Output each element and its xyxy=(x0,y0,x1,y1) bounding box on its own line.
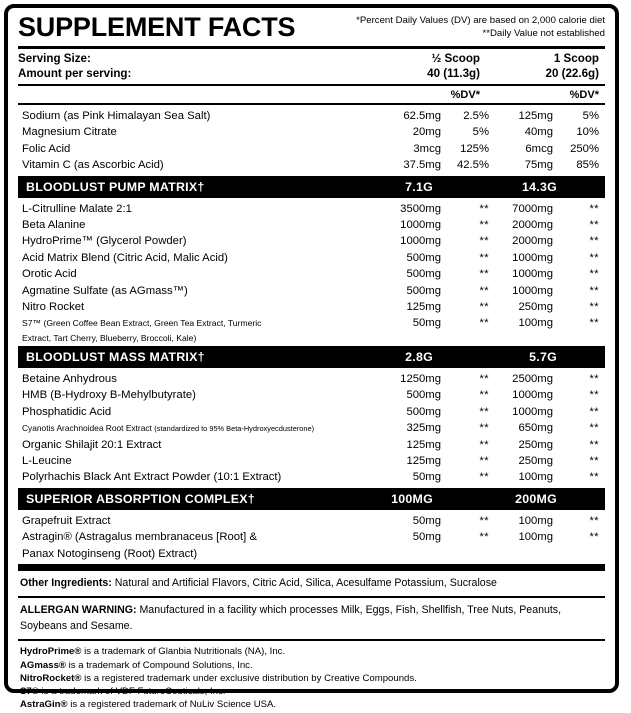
amount-one-scoop: 250mg xyxy=(518,438,553,451)
ingredient-name: Vitamin C (as Ascorbic Acid) xyxy=(22,159,164,172)
section-bar-absorption-complex xyxy=(18,488,605,510)
daily-value-notes xyxy=(356,14,605,43)
amount-half-scoop: 500mg xyxy=(406,251,441,264)
absorption-complex-title: SUPERIOR ABSORPTION COMPLEX† xyxy=(26,491,255,506)
amount-half-scoop: 500mg xyxy=(406,284,441,297)
table-row xyxy=(18,157,605,173)
dv-header-row xyxy=(18,86,605,103)
table-row xyxy=(18,315,605,331)
ingredient-name-continuation: Panax Notoginseng (Root) Extract) xyxy=(22,547,198,560)
absorption-amount-half: 100MG xyxy=(391,491,433,506)
dv-half-scoop: ** xyxy=(479,422,489,435)
amount-one-scoop: 100mg xyxy=(518,317,553,330)
ingredient-name: Astragin® (Astragalus membranaceus [Root] & xyxy=(22,531,257,544)
ingredient-name: Polyrhachis Black Ant Extract Powder (10:1 Extract) xyxy=(22,471,282,484)
amount-half-scoop: 3500mg xyxy=(400,202,441,215)
dv-half-scoop: ** xyxy=(479,531,489,544)
dv-half-scoop: ** xyxy=(479,405,489,418)
dv-half-scoop: ** xyxy=(479,454,489,467)
dv-half-scoop: 42.5% xyxy=(456,159,489,172)
trademark-text: is a trademark of VDF FutureCeuticals, Inc. xyxy=(38,686,226,698)
dv-half-scoop: ** xyxy=(479,317,489,330)
ingredient-name: Agmatine Sulfate (as AGmass™) xyxy=(22,284,188,297)
one-scoop-label: 1 Scoop xyxy=(553,52,599,65)
table-row xyxy=(18,233,605,249)
table-row xyxy=(18,266,605,282)
table-row xyxy=(18,141,605,157)
pump-matrix-amount-half: 7.1G xyxy=(405,179,433,194)
dv-header-col2: %DV* xyxy=(569,89,599,101)
amount-one-scoop: 1000mg xyxy=(512,405,553,418)
dv-one-scoop: ** xyxy=(589,405,599,418)
trademark-mark: HydroPrime® xyxy=(20,646,82,658)
dv-one-scoop: ** xyxy=(589,514,599,527)
ingredient-name: Folic Acid xyxy=(22,142,71,155)
divider-bar-bottom xyxy=(18,564,605,571)
amount-half-scoop: 1000mg xyxy=(400,219,441,232)
ingredient-name: HydroPrime™ (Glycerol Powder) xyxy=(22,235,187,248)
ingredient-name: Nitro Rocket xyxy=(22,301,85,314)
trademark-text: is a trademark of Glanbia Nutritionals (NA), Inc. xyxy=(81,646,286,658)
mass-matrix-title: BLOODLUST MASS MATRIX† xyxy=(26,349,205,364)
dv-half-scoop: ** xyxy=(479,251,489,264)
table-row xyxy=(18,437,605,453)
table-row xyxy=(18,469,605,485)
ingredient-name-continuation: Extract, Tart Cherry, Blueberry, Broccoli, Kale) xyxy=(22,332,197,343)
amount-one-scoop: 100mg xyxy=(518,531,553,544)
dv-one-scoop: 10% xyxy=(576,126,599,139)
ingredient-name: Betaine Anhydrous xyxy=(22,372,117,385)
dv-half-scoop: 2.5% xyxy=(463,110,489,122)
dv-one-scoop: 5% xyxy=(582,110,599,122)
cyanotis-name: Cyanotis Arachnoidea Root Extract xyxy=(22,423,152,434)
dv-note-percent: *Percent Daily Values (DV) are based on 2,000 calorie diet xyxy=(356,15,605,26)
amount-one-scoop: 1000mg xyxy=(512,389,553,402)
section-bar-mass-matrix xyxy=(18,346,605,368)
amount-half-scoop: 62.5mg xyxy=(403,110,441,122)
dv-one-scoop: ** xyxy=(589,284,599,297)
table-row xyxy=(18,404,605,420)
amount-per-serving-label: Amount per serving: xyxy=(18,66,132,80)
amount-half-scoop: 3mcg xyxy=(413,142,441,155)
absorption-amount-full: 200MG xyxy=(515,491,557,506)
amount-one-scoop: 2000mg xyxy=(512,219,553,232)
trademark-text: is a registered trademark under exclusive distribution by Creative Compounds. xyxy=(81,672,417,684)
table-row xyxy=(18,371,605,387)
panel-header xyxy=(18,14,605,43)
trademark-text: is a trademark of Compound Solutions, Inc. xyxy=(66,659,253,671)
dv-one-scoop: ** xyxy=(589,219,599,232)
serving-info xyxy=(18,49,605,84)
table-row xyxy=(18,513,605,529)
ingredient-name: L-Citrulline Malate 2:1 xyxy=(22,202,132,215)
dv-one-scoop: 250% xyxy=(570,142,599,155)
trademark-notices xyxy=(18,641,605,713)
cyanotis-standardization-note: (standardized to 95% Beta-Hydroxyecdusterone) xyxy=(154,424,315,434)
table-row xyxy=(18,529,605,545)
amount-one-scoop: 100mg xyxy=(518,471,553,484)
table-row xyxy=(18,299,605,315)
ingredient-name: Magnesium Citrate xyxy=(22,126,117,139)
ingredient-name: Orotic Acid xyxy=(22,268,77,281)
ingredient-name: Organic Shilajit 20:1 Extract xyxy=(22,438,162,451)
one-scoop-weight: 20 (22.6g) xyxy=(545,66,599,80)
trademark-mark: S7® xyxy=(20,686,39,698)
trademark-line xyxy=(20,659,603,672)
table-row xyxy=(18,108,605,124)
amount-half-scoop: 20mg xyxy=(412,126,441,139)
pump-matrix-title: BLOODLUST PUMP MATRIX† xyxy=(26,179,205,194)
amount-half-scoop: 50mg xyxy=(412,514,441,527)
supplement-facts-panel xyxy=(4,4,619,711)
page-title: SUPPLEMENT FACTS xyxy=(18,12,296,43)
ingredient-name: Grapefruit Extract xyxy=(22,514,111,527)
dv-one-scoop: 85% xyxy=(576,159,599,172)
dv-half-scoop: ** xyxy=(479,202,489,215)
table-row xyxy=(18,124,605,140)
amount-half-scoop: 500mg xyxy=(406,405,441,418)
other-ingredients-text: Natural and Artificial Flavors, Citric Acid, Silica, Acesulfame Potassium, Sucralose xyxy=(111,576,497,589)
table-row xyxy=(18,201,605,217)
dv-note-not-established: **Daily Value not established xyxy=(482,28,605,39)
trademark-line xyxy=(20,672,603,685)
absorption-complex-list xyxy=(18,510,605,564)
amount-one-scoop: 6mcg xyxy=(525,142,553,155)
dv-half-scoop: ** xyxy=(479,301,489,314)
amount-half-scoop: 50mg xyxy=(412,531,441,544)
dv-one-scoop: ** xyxy=(589,372,599,385)
ingredient-name: HMB (B-Hydroxy B-Mehylbutyrate) xyxy=(22,389,196,402)
table-row xyxy=(18,217,605,233)
dv-one-scoop: ** xyxy=(589,301,599,314)
dv-one-scoop: ** xyxy=(589,317,599,330)
amount-half-scoop: 125mg xyxy=(406,301,441,314)
serving-labels xyxy=(18,52,375,81)
table-row xyxy=(18,283,605,299)
other-ingredients-label: Other Ingredients: xyxy=(20,576,112,589)
dv-one-scoop: ** xyxy=(589,454,599,467)
mass-matrix-amount-full: 5.7G xyxy=(529,349,557,364)
amount-one-scoop: 250mg xyxy=(518,454,553,467)
dv-half-scoop: ** xyxy=(479,389,489,402)
dv-one-scoop: ** xyxy=(589,389,599,402)
amount-one-scoop: 250mg xyxy=(518,301,553,314)
dv-one-scoop: ** xyxy=(589,471,599,484)
other-ingredients xyxy=(18,571,605,597)
dv-half-scoop: 5% xyxy=(472,126,489,139)
allergen-warning-text: Manufactured in a facility which processes Milk, Eggs, Fish, Shellfish, Tree Nuts, Peanuts, Soybeans and Sesame. xyxy=(20,604,562,632)
trademark-mark: AGmass® xyxy=(20,659,66,671)
dv-half-scoop: ** xyxy=(479,284,489,297)
pump-matrix-list xyxy=(18,198,605,346)
amount-one-scoop: 650mg xyxy=(518,422,553,435)
dv-one-scoop: ** xyxy=(589,235,599,248)
dv-half-scoop: ** xyxy=(479,268,489,281)
ingredient-name: Phosphatidic Acid xyxy=(22,405,112,418)
ingredient-name xyxy=(18,423,379,434)
dv-header-col1: %DV* xyxy=(450,89,480,101)
amount-one-scoop: 2500mg xyxy=(512,372,553,385)
dv-half-scoop: ** xyxy=(479,219,489,232)
pump-matrix-amount-full: 14.3G xyxy=(521,179,557,194)
dv-one-scoop: ** xyxy=(589,202,599,215)
amount-one-scoop: 1000mg xyxy=(512,268,553,281)
dv-half-scoop: ** xyxy=(479,372,489,385)
serving-col-one-scoop xyxy=(494,52,605,81)
dv-one-scoop: ** xyxy=(589,251,599,264)
amount-one-scoop: 2000mg xyxy=(512,235,553,248)
ingredient-name: Acid Matrix Blend (Citric Acid, Malic Acid) xyxy=(22,251,228,264)
mass-matrix-amount-half: 2.8G xyxy=(405,349,433,364)
table-row xyxy=(18,387,605,403)
section-bar-pump-matrix xyxy=(18,176,605,198)
dv-half-scoop: ** xyxy=(479,471,489,484)
table-row xyxy=(18,420,605,436)
dv-one-scoop: ** xyxy=(589,268,599,281)
serving-col-half-scoop xyxy=(375,52,494,81)
amount-half-scoop: 325mg xyxy=(406,422,441,435)
allergen-warning-label: ALLERGAN WARNING: xyxy=(20,604,137,617)
half-scoop-weight: 40 (11.3g) xyxy=(427,66,480,80)
trademark-mark: NitroRocket® xyxy=(20,672,82,684)
amount-one-scoop: 40mg xyxy=(524,126,553,139)
trademark-mark: AstraGin® xyxy=(20,699,68,711)
mass-matrix-list xyxy=(18,368,605,488)
table-row xyxy=(18,250,605,266)
dv-one-scoop: ** xyxy=(589,422,599,435)
ingredient-name: S7™ (Green Coffee Bean Extract, Green Tea Extract, Turmeric xyxy=(22,318,262,329)
dv-half-scoop: ** xyxy=(479,235,489,248)
trademark-line xyxy=(20,645,603,658)
amount-half-scoop: 125mg xyxy=(406,454,441,467)
dv-one-scoop: ** xyxy=(589,438,599,451)
half-scoop-label: ½ Scoop xyxy=(431,52,480,65)
vitamins-minerals-list xyxy=(18,105,605,176)
amount-half-scoop: 1000mg xyxy=(400,235,441,248)
ingredient-name: Sodium (as Pink Himalayan Sea Salt) xyxy=(22,110,211,122)
amount-half-scoop: 50mg xyxy=(412,317,441,330)
amount-one-scoop: 1000mg xyxy=(512,251,553,264)
amount-half-scoop: 125mg xyxy=(406,438,441,451)
dv-half-scoop: ** xyxy=(479,438,489,451)
amount-one-scoop: 75mg xyxy=(524,159,553,172)
ingredient-name: Beta Alanine xyxy=(22,219,86,232)
trademark-line xyxy=(20,685,603,698)
allergen-warning xyxy=(18,598,605,639)
amount-half-scoop: 500mg xyxy=(406,389,441,402)
table-row xyxy=(18,453,605,469)
dv-one-scoop: ** xyxy=(589,531,599,544)
serving-size-label: Serving Size: xyxy=(18,52,91,65)
dv-half-scoop: 125% xyxy=(460,142,489,155)
amount-half-scoop: 37.5mg xyxy=(403,159,441,172)
ingredient-name: L-Leucine xyxy=(22,454,72,467)
amount-one-scoop: 7000mg xyxy=(512,202,553,215)
trademark-text: is a registered trademark of NuLiv Science USA. xyxy=(67,699,277,711)
amount-half-scoop: 50mg xyxy=(412,471,441,484)
amount-half-scoop: 1250mg xyxy=(400,372,441,385)
amount-one-scoop: 125mg xyxy=(518,110,553,122)
amount-half-scoop: 500mg xyxy=(406,268,441,281)
amount-one-scoop: 100mg xyxy=(518,514,553,527)
amount-one-scoop: 1000mg xyxy=(512,284,553,297)
dv-half-scoop: ** xyxy=(479,514,489,527)
